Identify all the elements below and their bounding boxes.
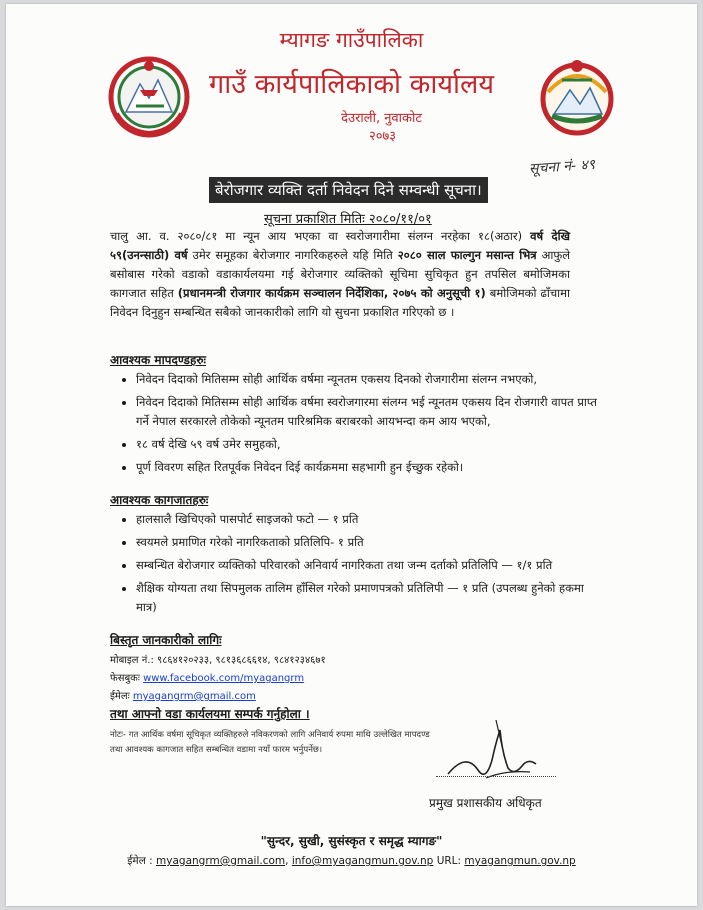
signature-line xyxy=(436,776,556,777)
documents-heading: आवश्यक कागजातहरुः xyxy=(110,493,209,507)
document-item: • शैक्षिक योग्यता तथा सिपमुलक तालिम हाँसिल गरेको प्रमाणपत्रको प्रतिलिपी — १ प्रति (उपलब्ध हुनेको हकमा मात्र) xyxy=(136,579,598,617)
criteria-item: • १८ वर्ष देखि ५९ वर्ष उमेर समुहको, xyxy=(136,435,598,454)
intro-segment-bold: (प्रधानमन्त्री रोजगार कार्यक्रम सञ्चालन निर्देशिका, २०७५ को अनुसूची १) xyxy=(177,286,486,300)
ward-contact-note: तथा आफ्नो वडा कार्यलयमा सम्पर्क गर्नुहोला । xyxy=(110,707,310,721)
email-line xyxy=(110,688,256,702)
documents-list xyxy=(110,510,598,621)
intro-segment-bold: वर्ष देखि ५९(उनन्साठी) वर्ष xyxy=(110,229,570,262)
email-label: ईमेलः xyxy=(110,691,130,702)
footer-email-label: ईमेल : xyxy=(127,855,153,867)
intro-segment: चालु आ. व. २०८०/८१ मा न्यून आय भएका वा स्वरोजगारीमा संलग्न नरहेका १८(अठार) xyxy=(110,229,531,243)
municipality-name: म्यागङ गाउँपालिका xyxy=(279,28,424,52)
notice-page xyxy=(6,4,697,906)
footer-url-label: URL: xyxy=(436,855,462,867)
office-name: गाउँ कार्यपालिकाको कार्यालय xyxy=(209,69,494,100)
footer-email-link[interactable]: info@myagangmun.gov.np xyxy=(291,855,434,867)
facebook-link[interactable]: www.facebook.com/myagangrm xyxy=(143,673,305,684)
notice-ref-number: सूचना नं- ४९ xyxy=(528,156,596,178)
footnote: नोटः- गत आर्थिक वर्षमा सूचिकृत व्यक्तिहरुले नविकरणको लागि अनिवार्य रुपमा माथि उल्लेखित मापदण्ड तथा आवश्यक कागजात सहित सम्बन्धित वडामा नयाँ फारम भर्नुपर्नेछ। xyxy=(110,730,430,755)
published-date: सूचना प्रकाशित मितिः २०८०/११/०१ xyxy=(264,212,432,227)
signature-icon xyxy=(426,712,556,792)
mobile-numbers: ९८६४१२०२३३, ९८१३६८६६१४, ९८४१२३४६७१ xyxy=(157,655,326,666)
email-link[interactable]: myagangrm@gmail.com xyxy=(132,691,256,702)
notice-title: बेरोजगार व्यक्ति दर्ता निवेदन दिने सम्वन्धी सूचना। xyxy=(209,177,488,203)
document-item: • स्वयमले प्रमाणित गरेको नागरिकताको प्रतिलिपि- १ प्रति xyxy=(136,533,598,552)
facebook-label: फेसबुकः xyxy=(110,673,140,684)
intro-segment-bold: २०८० साल फाल्गुन मसान्त भित्र xyxy=(397,248,537,262)
criteria-item: • पूर्ण विवरण सहित रितपूर्वक निवेदन दिई कार्यक्रममा सहभागी हुन ईच्छुक रहेको। xyxy=(136,458,598,477)
facebook-line xyxy=(110,670,304,684)
footer-url-link[interactable]: myagangmun.gov.np xyxy=(464,855,576,867)
document-item: • हालसालै खिचिएको पासपोर्ट साइजको फटो — १ प्रति xyxy=(136,510,598,529)
intro-segment: बमोजिमको ढाँचामा निवेदन दिनुहुन सम्बन्धित सबैको जानकारीको लागि यो सुचना प्रकाशित गरिएको छ । xyxy=(110,286,571,319)
footer-contact: ईमेल : myagangrm@gmail.com, info@myagangmun.gov.np URL: myagangmun.gov.np xyxy=(127,855,576,867)
footer-slogan: "सुन्दर, सुखी, सुसंस्कृत र समृद्ध म्यागङ" xyxy=(260,834,443,848)
criteria-heading: आवश्यक मापदण्डहरुः xyxy=(110,353,206,367)
mobile-line xyxy=(110,652,326,666)
criteria-item: • निवेदन दिदाको मितिसम्म सोही आर्थिक वर्षमा न्यूनतम एकसय दिनको रोजगारीमा संलग्न नभएको, xyxy=(136,370,598,389)
signatory-title: प्रमुख प्रशासकीय अधिकृत xyxy=(429,796,542,810)
criteria-item: • निवेदन दिदाको मितिसम्म सोही आर्थिक वर्षमा स्वरोजगारमा संलग्न भई न्यूनतम एकसय दिन रोजगारी वापत प्राप्त गर्ने नेपाल सरकारले तोकेको न्यूनतम पारिश्रमिक बराबरको आयभन्दा कम आय भएको, xyxy=(136,393,598,431)
document-item: • सम्बन्धित बेरोजगार व्यक्तिको परिवारको अनिवार्य नागरिकता तथा जन्म दर्ताको प्रतिलिपि — १/१ प्रति xyxy=(136,556,598,575)
office-address: देउराली, नुवाकोट xyxy=(341,111,422,126)
intro-paragraph xyxy=(110,227,570,322)
intro-segment: उमेर समूहका बेरोजगार नागरिकहरुले यहि मिति xyxy=(187,248,398,262)
footer-email-link[interactable]: myagangrm@gmail.com xyxy=(156,855,286,867)
criteria-list xyxy=(110,370,598,481)
intro-segment: आफुले बसोबास गरेको वडाको वडाकार्यलयमा गई बेरोजगार व्यक्तिको सूचिमा सुचिकृत हुन तपसिल बमोजिमका कागजात सहित xyxy=(110,248,570,300)
contact-heading: बिस्तृत जानकारीको लागिः xyxy=(110,633,222,647)
mobile-label: मोबाइल नं.: xyxy=(110,655,154,666)
established-year: २०७३ xyxy=(368,129,397,144)
